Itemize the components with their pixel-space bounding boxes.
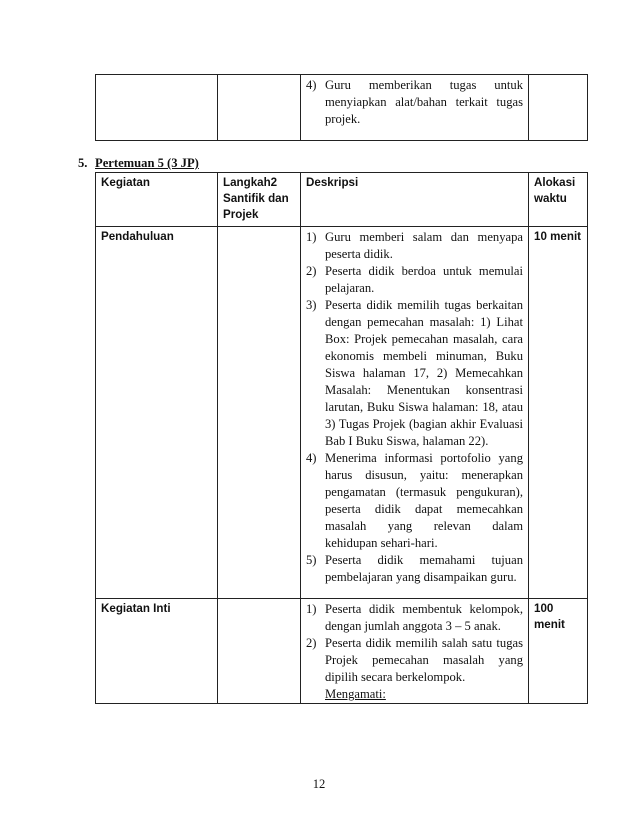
continuation-table	[95, 74, 588, 141]
list-item	[306, 263, 523, 297]
item-text: Peserta didik membentuk kelompok, dengan jumlah anggota 3 – 5 anak.	[325, 602, 523, 633]
deskripsi-cell	[301, 227, 529, 599]
list-item	[306, 77, 523, 128]
section-heading	[78, 155, 199, 172]
pertemuan-table	[95, 172, 588, 704]
list-item	[306, 297, 523, 450]
alokasi-cell: 10 menit	[529, 227, 588, 599]
langkah-cell	[218, 599, 301, 704]
deskripsi-cell	[301, 599, 529, 704]
table-row	[96, 599, 588, 704]
section-number: 5.	[78, 156, 88, 170]
kegiatan-cell: Pendahuluan	[96, 227, 218, 599]
item-number: 5)	[306, 553, 317, 567]
item-text: Peserta didik memilih salah satu tugas Projek pemecahan masalah yang dipilih secara berkelompok.	[325, 636, 523, 684]
item-number: 1)	[306, 602, 317, 616]
list-item	[306, 450, 523, 552]
item-text: Guru memberikan tugas untuk menyiapkan alat/bahan terkait tugas projek.	[325, 78, 523, 126]
list-item	[306, 229, 523, 263]
item-text: Guru memberi salam dan menyapa peserta didik.	[325, 230, 523, 261]
item-number: 4)	[306, 451, 317, 465]
langkah-cell	[218, 227, 301, 599]
kegiatan-cell	[96, 75, 218, 141]
item-text: Peserta didik memahami tujuan pembelajaran yang disampaikan guru.	[325, 553, 523, 584]
kegiatan-cell: Kegiatan Inti	[96, 599, 218, 704]
item-text: Menerima informasi portofolio yang harus disusun, yaitu: menerapkan pengamatan (termasuk pengukuran), peserta didik dapat memecahkan masalah yang relevan dalam kehidupan sehari-hari.	[325, 451, 523, 550]
header-deskripsi: Deskripsi	[301, 173, 529, 227]
item-number: 1)	[306, 230, 317, 244]
table-header-row	[96, 173, 588, 227]
item-number: 3)	[306, 298, 317, 312]
langkah-cell	[218, 75, 301, 141]
header-kegiatan: Kegiatan	[96, 173, 218, 227]
item-text: Peserta didik berdoa untuk memulai pelajaran.	[325, 264, 523, 295]
alokasi-cell	[529, 75, 588, 141]
list-item	[306, 601, 523, 635]
header-langkah: Langkah2 Santifik dan Projek	[218, 173, 301, 227]
header-alokasi: Alokasi waktu	[529, 173, 588, 227]
item-text: Peserta didik memilih tugas berkaitan dengan pemecahan masalah: 1) Lihat Box: Projek pemecahan masalah, cara ekonomis membeli minuman, Buku Siswa halaman 17, 2) Memecahkan Masalah: Menentukan konsentrasi larutan, Buku Siswa halaman: 18, atau 3) Tugas Projek (bagian akhir Evaluasi Bab I Buku Siswa, halaman 22).	[325, 298, 523, 448]
subheading-mengamati: Mengamati:	[325, 687, 386, 701]
list-item	[306, 552, 523, 586]
item-number: 2)	[306, 264, 317, 278]
table-row	[96, 75, 588, 141]
item-number: 4)	[306, 78, 317, 92]
list-item	[306, 635, 523, 686]
alokasi-cell: 100 menit	[529, 599, 588, 704]
item-number: 2)	[306, 636, 317, 650]
deskripsi-cell	[301, 75, 529, 141]
table-row	[96, 227, 588, 599]
section-title: Pertemuan 5 (3 JP)	[95, 156, 199, 170]
page-number: 12	[312, 777, 326, 791]
